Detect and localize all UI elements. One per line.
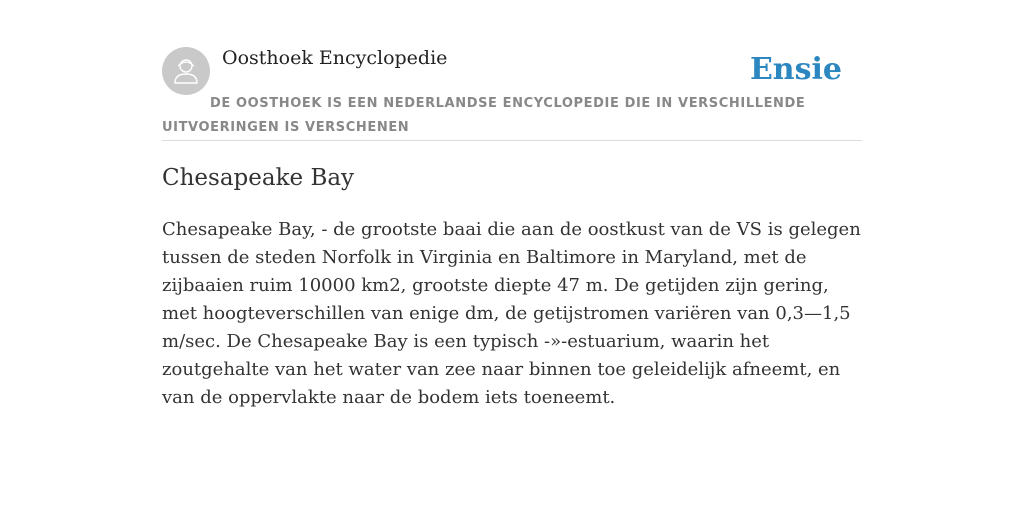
user-icon[interactable]	[162, 47, 210, 95]
source-name[interactable]: Oosthoek Encyclopedie	[222, 47, 448, 69]
source-header	[162, 46, 862, 141]
article-body: Chesapeake Bay, - de grootste baai die aan de oostkust van de VS is gelegen tussen de steden Norfolk in Virginia en Baltimore in Maryland, met de zijbaaien ruim 10000 km2, grootste diepte 47 m. De getijden zijn gering, met hoogteverschillen van enige dm, de getijstromen variëren van 0,3—1,5 m/sec. De Chesapeake Bay is een typisch -»-estuarium, waarin het zoutgehalte van het water van zee naar binnen toe geleidelijk afneemt, en van de oppervlakte naar de bodem iets toeneemt.	[162, 219, 861, 408]
brand-logo[interactable]: Ensie	[749, 52, 842, 87]
source-description: DE OOSTHOEK IS EEN NEDERLANDSE ENCYCLOPEDIE DIE IN VERSCHILLENDE UITVOERINGEN IS VERSCHENEN	[162, 96, 806, 135]
user-icon-graphic	[162, 47, 210, 95]
article-title: Chesapeake Bay	[162, 165, 355, 191]
